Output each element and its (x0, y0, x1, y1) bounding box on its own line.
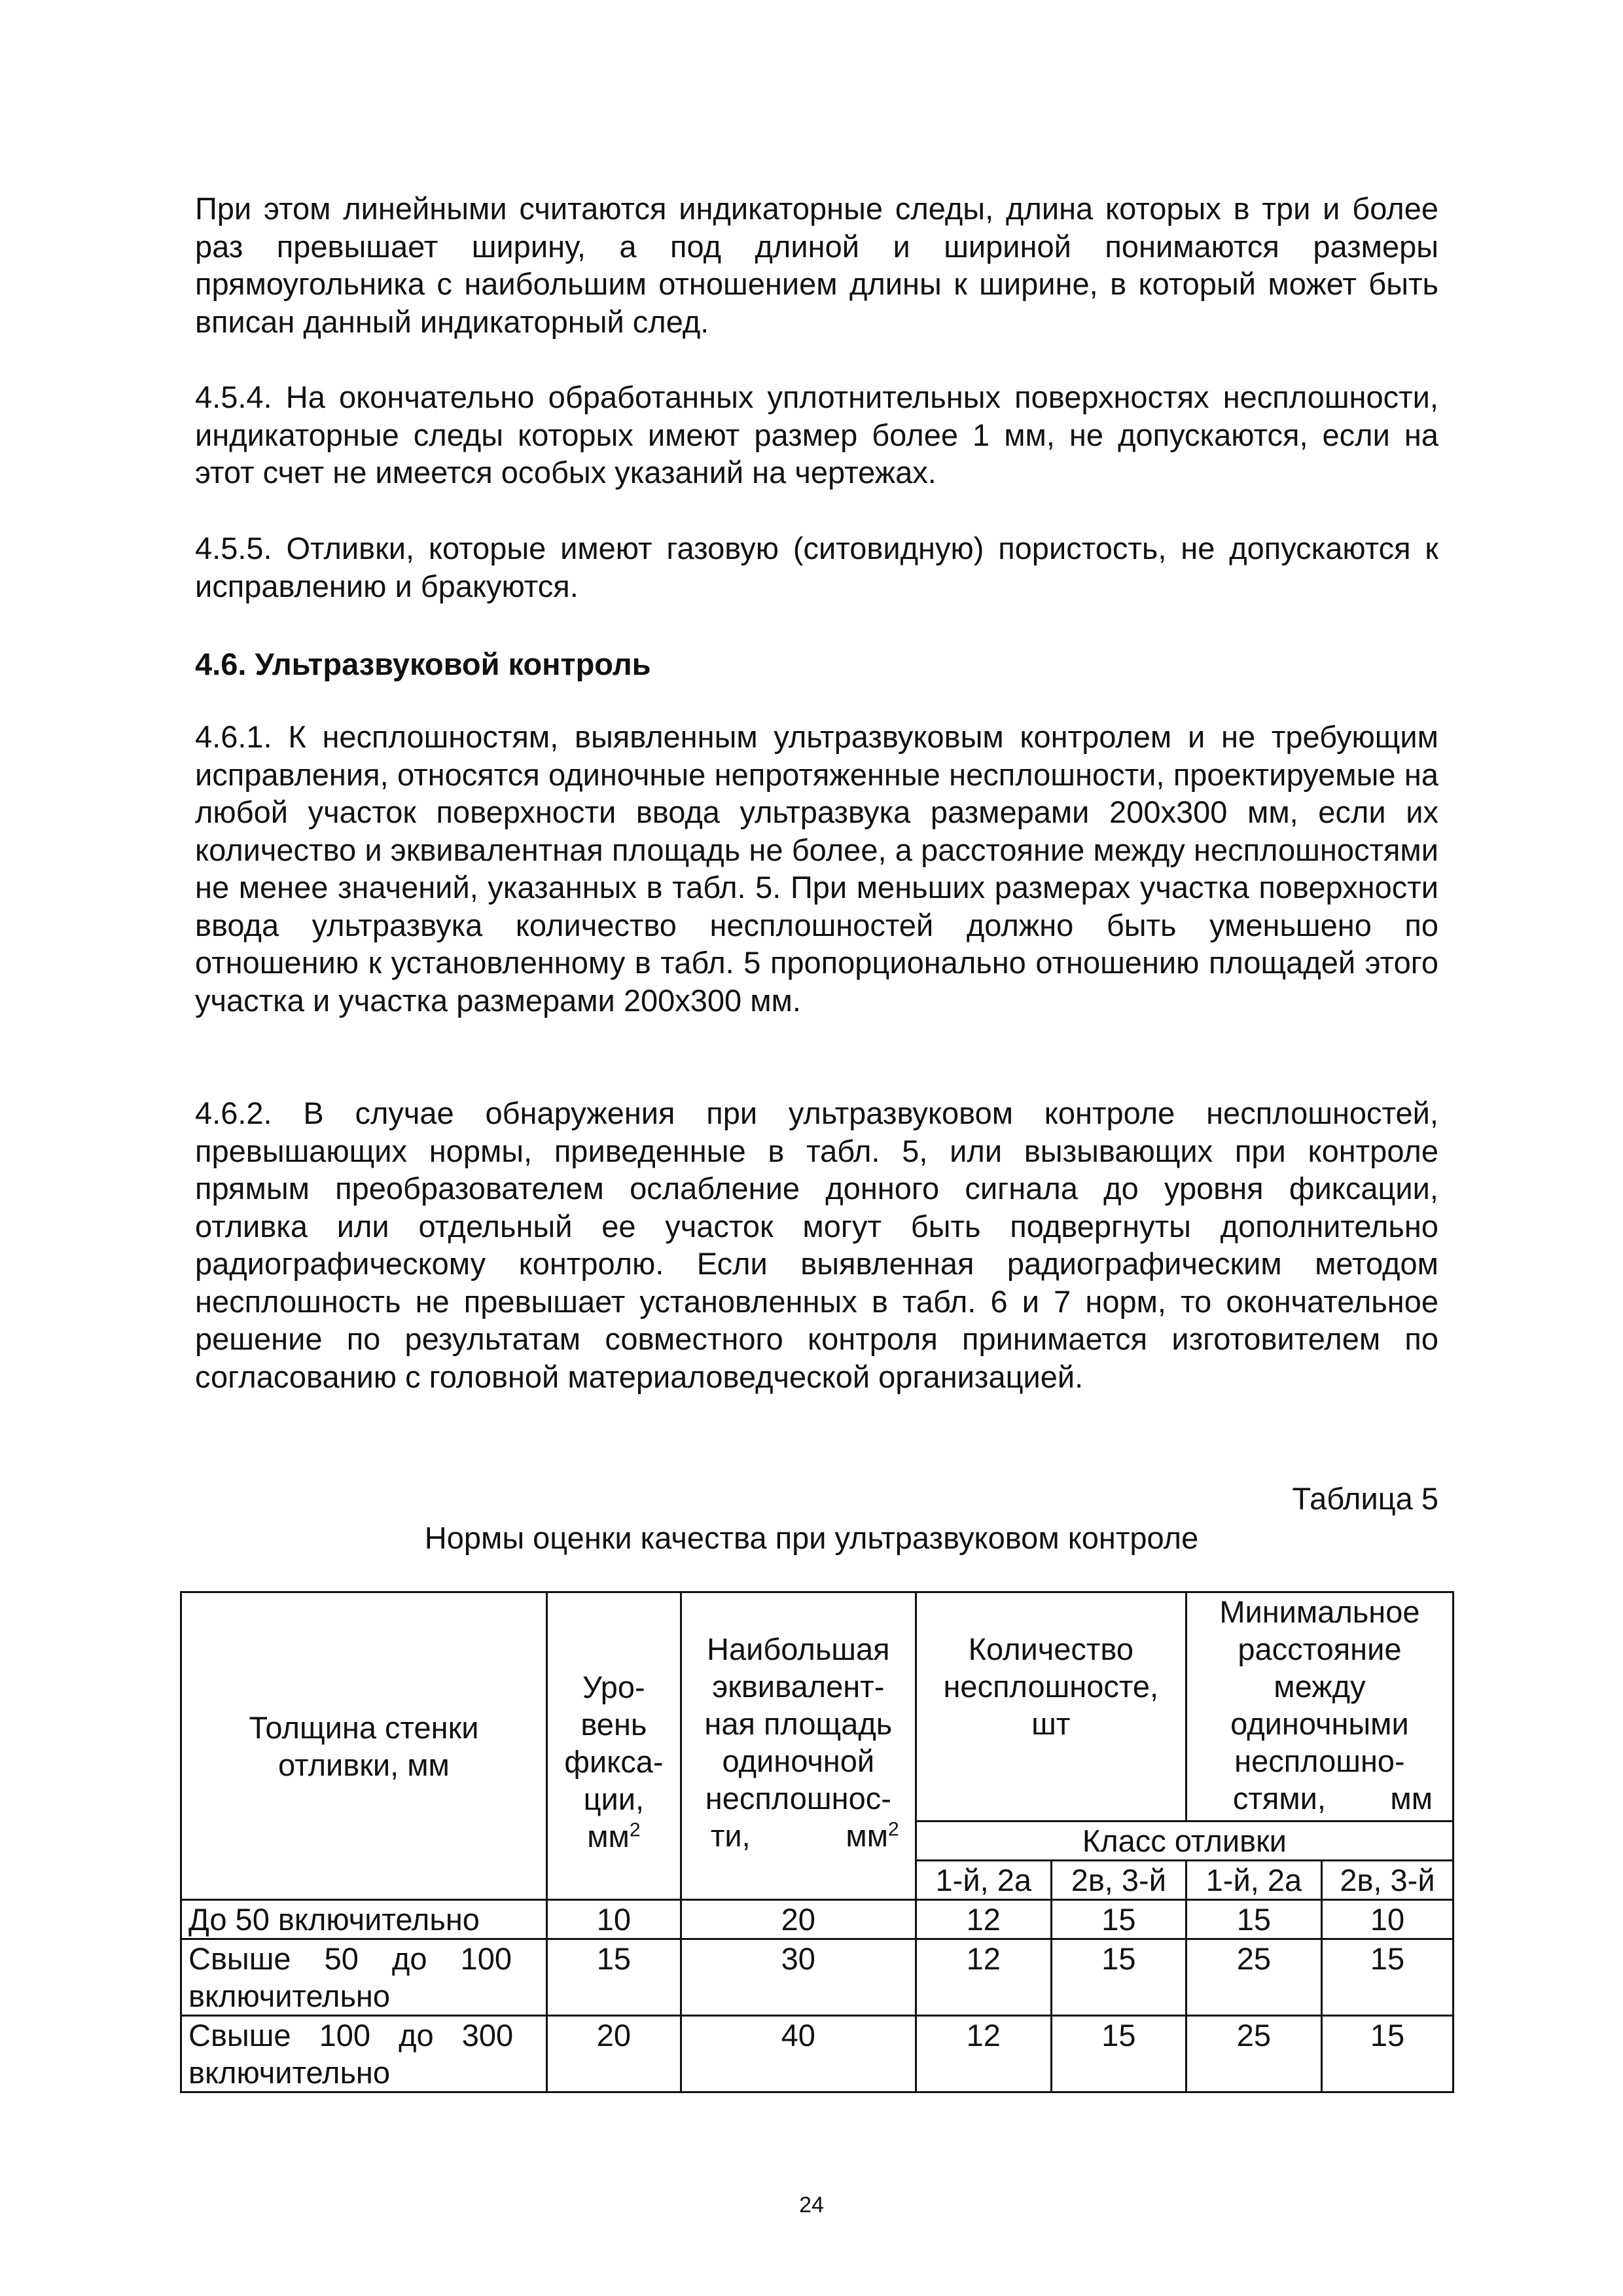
cell-count-b: 15 (1051, 2016, 1186, 2092)
header-level: Уро- вень фикса- ции, $мм^2$ (546, 1592, 681, 1900)
paragraph-4-6-1: 4.6.1. К несплошностям, выявленным ультразвуковым контролем и не требующим исправления, относятся одиночные непротяженные несплошности, проектируемые на любой участок поверхности ввода ультразвука размерами 200x300 мм, если их количество и эквивалентная площадь не более, а расстояние между несплошностями не менее значений, указанных в табл. 5. При меньших размерах участка поверхности ввода ультразвука количество несплошностей должно быть уменьшено по отношению к установленному в табл. 5 пропорционально отношению площадей этого участка и участка размерами 200x300 мм. (195, 719, 1438, 1018)
cell-count-b: 15 (1051, 1939, 1186, 2016)
paragraph-4-6-2: 4.6.2. В случае обнаружения при ультразвуковом контроле несплошностей, превышающих нормы, приведенные в табл. 5, или вызывающих при контроле прямым преобразователем ослабление донного сигнала до уровня фиксации, отливка или отдельный ее участок могут быть подвергнуты дополнительно радиографическому контролю. Если выявленная радиографическим методом несплошность не превышает установленных в табл. 6 и 7 норм, то окончательное решение по результатам совместного контроля принимается изготовителем по согласованию с головной материаловедческой организацией. (195, 1096, 1438, 1394)
table-row (181, 2016, 1454, 2092)
page-number: 24 (799, 2193, 824, 2217)
cell-count-b: 15 (1051, 1900, 1186, 1939)
cell-count-a: 12 (916, 1939, 1051, 2016)
table-label: Таблица 5 (1292, 1481, 1438, 1516)
cell-dist-b: 15 (1321, 2016, 1453, 2092)
paragraph-4-5-4: 4.5.4. На окончательно обработанных уплотнительных поверхностях несплошности, индикаторные следы которых имеют размер более 1 мм, не допускаются, если на этот счет не имеется особых указаний на чертежах. (195, 380, 1438, 490)
cell-thickness: До 50 включительно (181, 1900, 547, 1939)
header-class: Класс отливки (916, 1821, 1453, 1861)
cell-area: 30 (681, 1939, 916, 2016)
table-header-row (181, 1592, 1454, 1821)
table-row (181, 1939, 1454, 2016)
header-area: Наибольшая эквивалент- ная площадь одиночной несплошнос- ти, $мм^2$ (681, 1592, 916, 1900)
cell-dist-a: 25 (1186, 2016, 1321, 2092)
cell-dist-a: 25 (1186, 1939, 1321, 2016)
header-count-class-b: 2в, 3-й (1051, 1861, 1186, 1900)
table-title: Нормы оценки качества при ультразвуковом контроле (424, 1520, 1199, 1555)
section-heading-4-6: 4.6. Ультразвуковой контроль (195, 647, 651, 681)
cell-area: 20 (681, 1900, 916, 1939)
header-thickness: Толщина стенки отливки, мм (181, 1592, 547, 1900)
header-count-class-a: 1-й, 2а (916, 1861, 1051, 1900)
norms-table (180, 1591, 1454, 2093)
cell-dist-a: 15 (1186, 1900, 1321, 1939)
cell-count-a: 12 (916, 2016, 1051, 2092)
cell-thickness: Свыше 100 до 300 включительно (181, 2016, 547, 2092)
header-dist-class-b: 2в, 3-й (1321, 1861, 1453, 1900)
cell-level: 10 (546, 1900, 681, 1939)
cell-dist-b: 15 (1321, 1939, 1453, 2016)
cell-thickness: Свыше 50 до 100 включительно (181, 1939, 547, 2016)
cell-level: 20 (546, 2016, 681, 2092)
cell-area: 40 (681, 2016, 916, 2092)
paragraph-4-5-5: 4.5.5. Отливки, которые имеют газовую (ситовидную) пористость, не допускаются к исправлению и бракуются. (195, 531, 1438, 603)
header-count: Количество несплошносте, шт (916, 1592, 1186, 1821)
header-distance: Минимальное расстояние между одиночными несплошно- стями, мм (1186, 1592, 1453, 1821)
table-row (181, 1900, 1454, 1939)
header-dist-class-a: 1-й, 2а (1186, 1861, 1321, 1900)
cell-dist-b: 10 (1321, 1900, 1453, 1939)
cell-level: 15 (546, 1939, 681, 2016)
cell-count-a: 12 (916, 1900, 1051, 1939)
paragraph-linear-traces: При этом линейными считаются индикаторные следы, длина которых в три и более раз превышает ширину, а под длиной и шириной понимаются размеры прямоугольника с наибольшим отношением длины к ширине, в который может быть вписан данный индикаторный след. (195, 191, 1438, 339)
